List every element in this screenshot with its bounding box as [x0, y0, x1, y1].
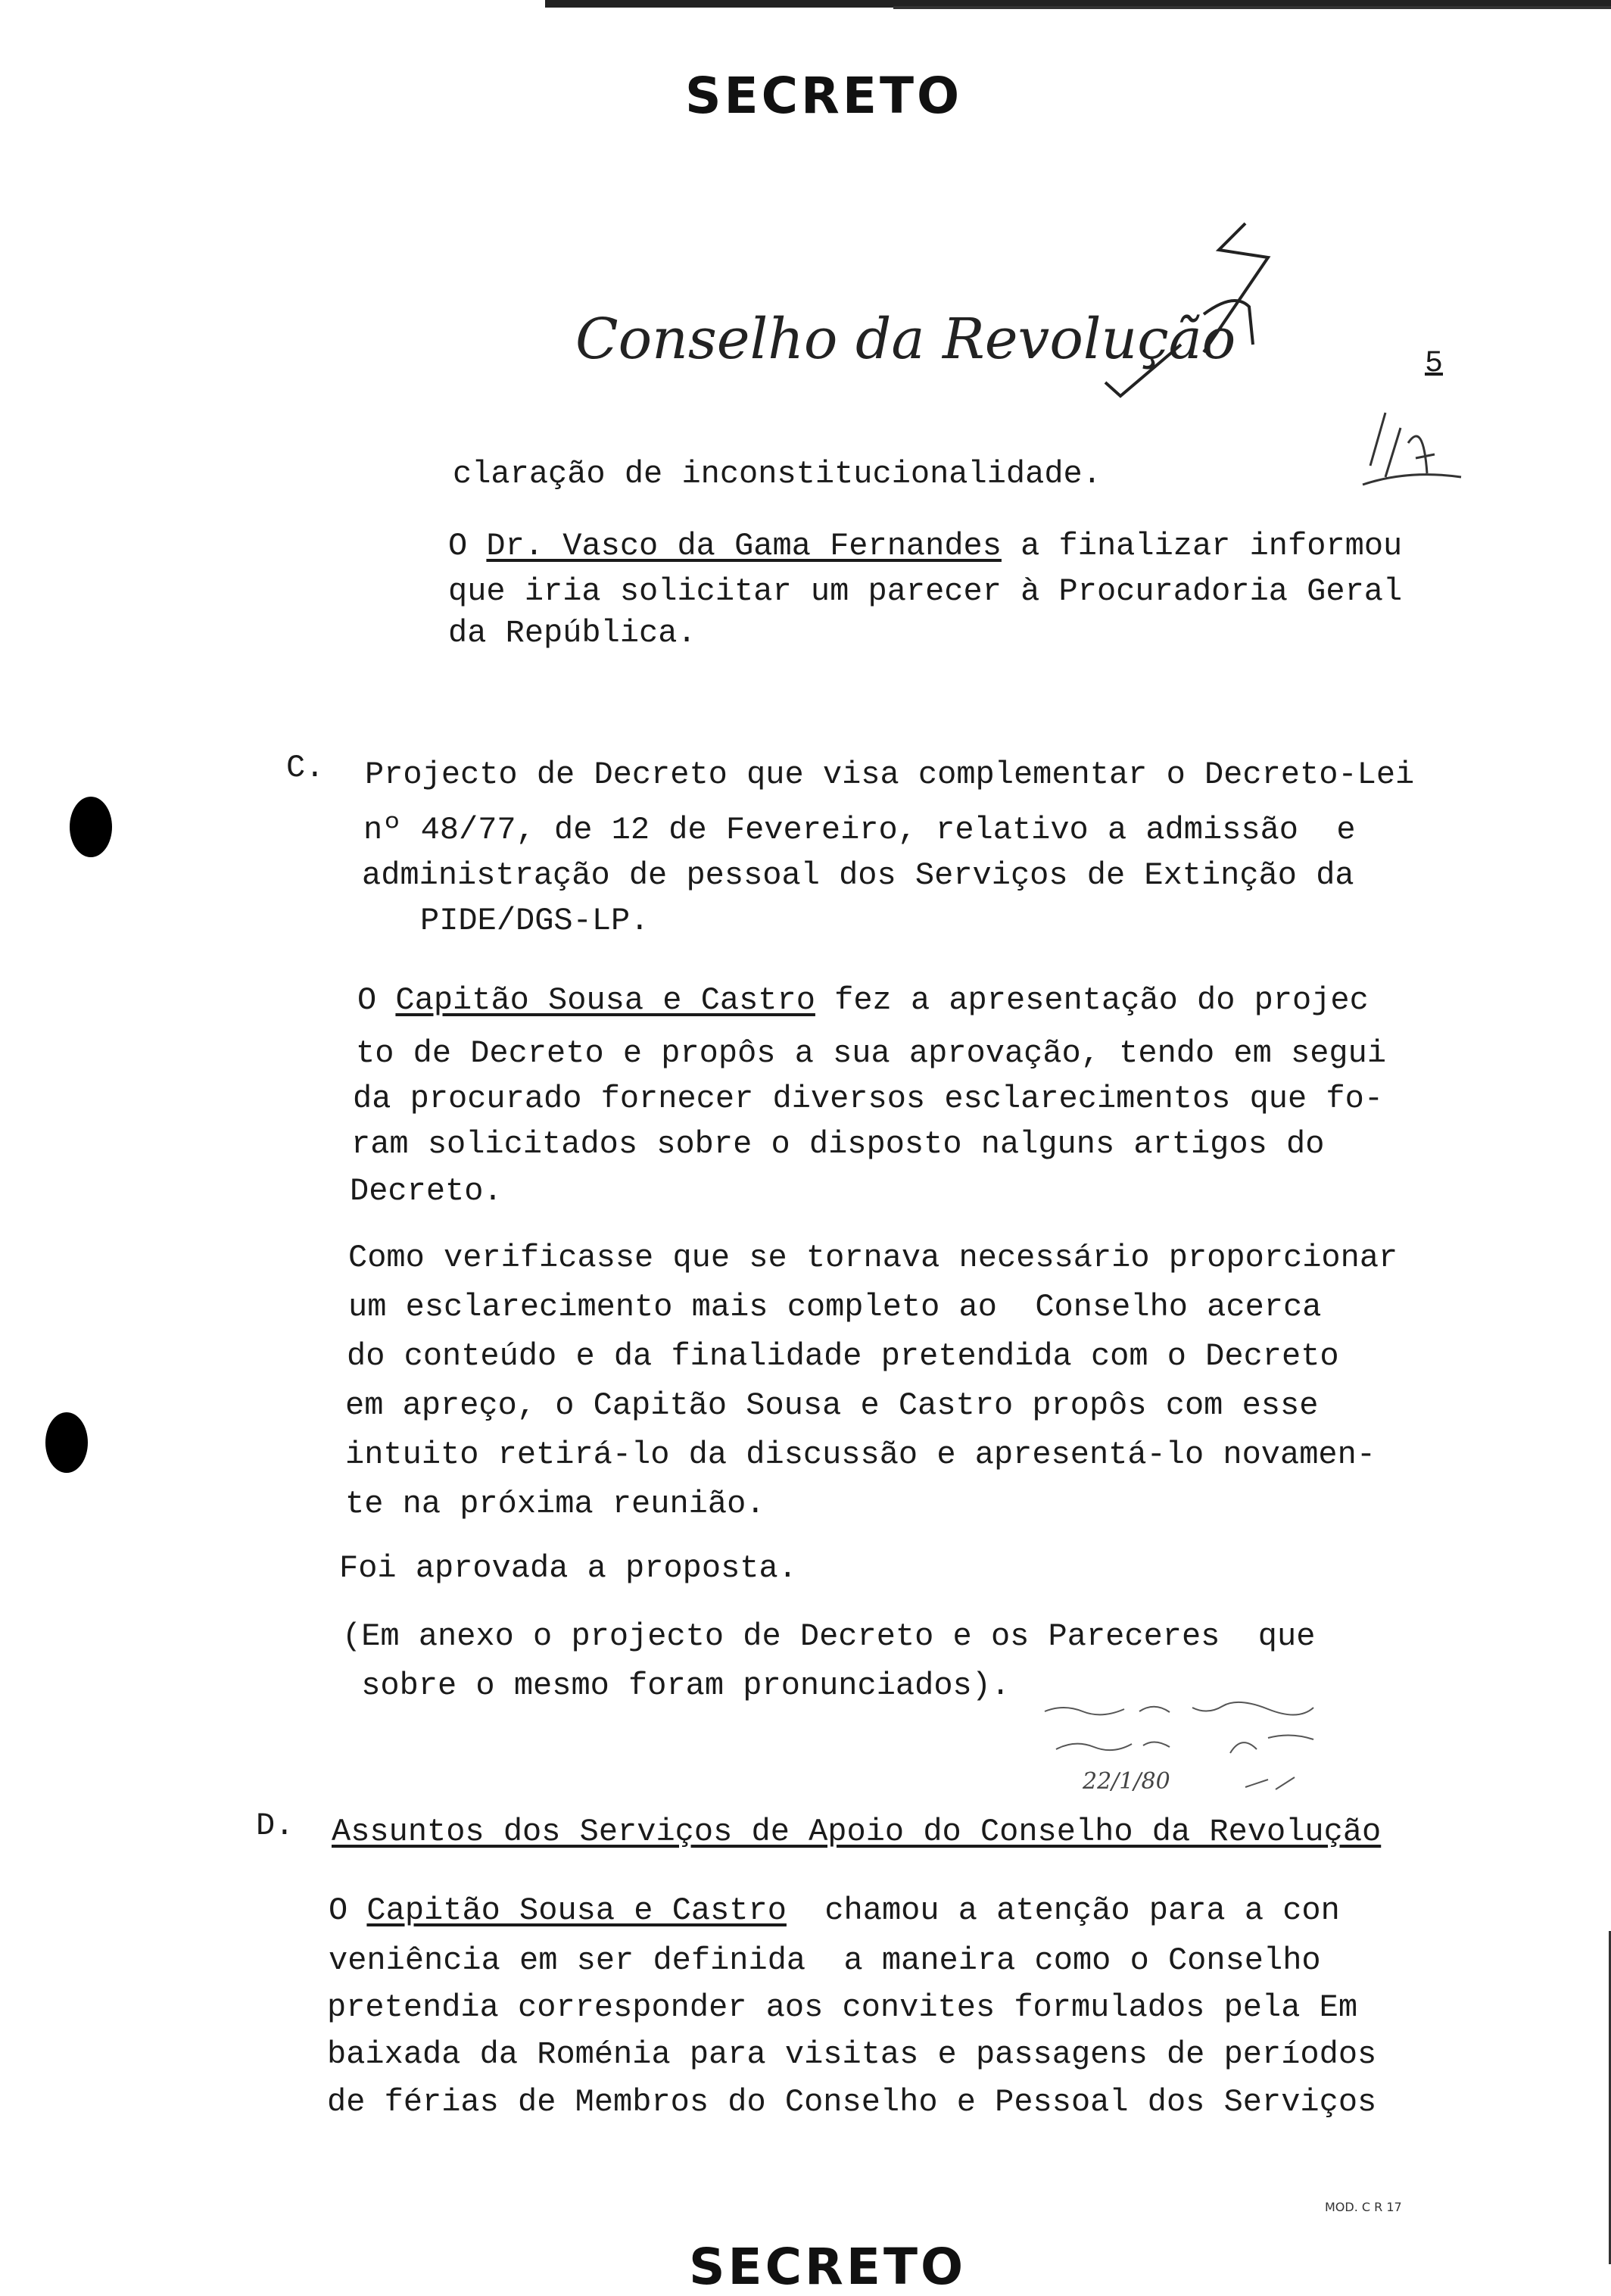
- text-line: que iria solicitar um parecer à Procuradoria Geral: [448, 573, 1403, 610]
- text-line: da República.: [448, 615, 696, 651]
- text-line: O Capitão Sousa e Castro chamou a atenção para a con: [329, 1892, 1340, 1929]
- classification-stamp-bottom: SECRETO: [689, 2238, 967, 2296]
- text-line: pretendia corresponder aos convites formulados pela Em: [327, 1989, 1358, 2026]
- text-line: do conteúdo e da finalidade pretendida com o Decreto: [347, 1338, 1339, 1374]
- text-line: de férias de Membros do Conselho e Pessoal dos Serviços: [327, 2084, 1377, 2120]
- text-line: da procurado fornecer diversos esclarecimentos que fo-: [353, 1081, 1384, 1117]
- text-line: Decreto.: [350, 1173, 503, 1209]
- text-line: ram solicitados sobre o disposto nalguns artigos do: [351, 1126, 1325, 1162]
- section-title-line: administração de pessoal dos Serviços de Extinção da: [362, 857, 1354, 894]
- text-line: intuito retirá-lo da discussão e apresentá-lo novamen-: [345, 1437, 1376, 1473]
- text-line: (Em anexo o projecto de Decreto e os Pareceres que: [342, 1618, 1316, 1655]
- text-line: te na próxima reunião.: [345, 1486, 765, 1522]
- text-line: veniência em ser definida a maneira como o Conselho: [329, 1942, 1321, 1979]
- signature-initials: [1090, 216, 1287, 401]
- speaker-name: Capitão Sousa e Castro: [366, 1892, 787, 1929]
- letterhead: Conselho da Revolução: [575, 307, 1236, 372]
- text-line: em apreço, o Capitão Sousa e Castro propôs com esse: [345, 1387, 1319, 1424]
- text-line: baixada da Roménia para visitas e passagens de períodos: [327, 2036, 1377, 2073]
- punch-hole: [45, 1412, 88, 1473]
- section-title-line: Projecto de Decreto que visa complementar o Decreto-Lei: [365, 756, 1415, 793]
- text-line: Como verificasse que se tornava necessário proporcionar: [348, 1240, 1398, 1276]
- section-title-line: PIDE/DGS-LP.: [420, 903, 650, 939]
- text-line: O Capitão Sousa e Castro fez a apresentação do projec: [357, 982, 1369, 1019]
- handwritten-initials: [1355, 405, 1469, 488]
- handwritten-date: 22/1/80: [1083, 1768, 1170, 1795]
- form-code: MOD. C R 17: [1325, 2200, 1402, 2214]
- text-line: to de Decreto e propôs a sua aprovação, tendo em segui: [356, 1035, 1387, 1072]
- speaker-name: Dr. Vasco da Gama Fernandes: [486, 528, 1002, 564]
- text-line: um esclarecimento mais completo ao Conselho acerca: [348, 1289, 1322, 1325]
- section-marker-c: C.: [286, 750, 325, 786]
- text-line: Foi aprovada a proposta.: [339, 1550, 797, 1586]
- classification-stamp-top: SECRETO: [685, 67, 963, 125]
- speaker-name: Capitão Sousa e Castro: [395, 982, 815, 1019]
- section-title: Assuntos dos Serviços de Apoio do Conselho da Revolução: [332, 1814, 1382, 1850]
- punch-hole: [70, 797, 112, 857]
- section-title-line: nº 48/77, de 12 de Fevereiro, relativo a admissão e: [363, 812, 1356, 848]
- text-line: O Dr. Vasco da Gama Fernandes a finalizar informou: [448, 528, 1403, 564]
- text-line: claração de inconstitucionalidade.: [453, 456, 1102, 492]
- section-marker-d: D.: [256, 1808, 294, 1844]
- text-line: sobre o mesmo foram pronunciados).: [342, 1667, 1011, 1704]
- scan-edge: [893, 6, 1611, 9]
- page-number: 5: [1425, 347, 1444, 381]
